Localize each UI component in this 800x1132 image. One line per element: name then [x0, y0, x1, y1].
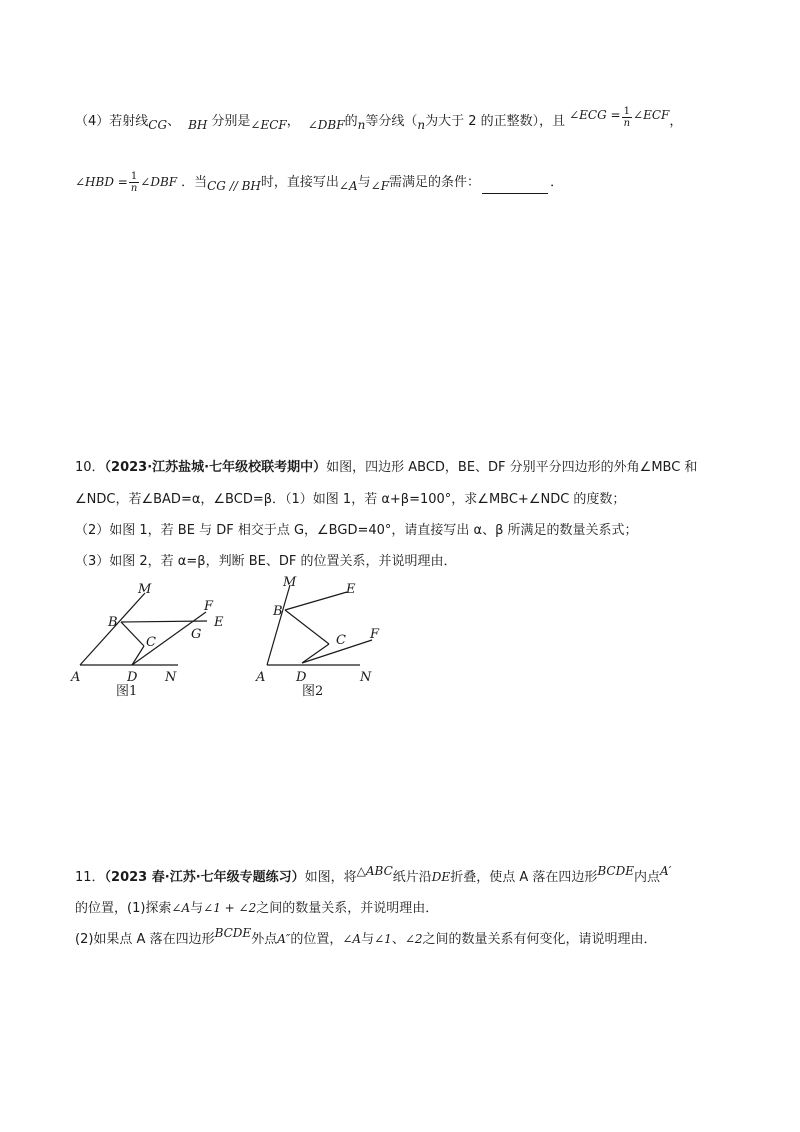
angle-f: ∠F: [370, 179, 390, 193]
q9-text: 的: [344, 114, 358, 129]
point-a-prime: A′: [659, 864, 672, 878]
triangle-abc: △ABC: [356, 864, 393, 878]
q10-line4: （3）如图 2，若 α=β，判断 BE、DF 的位置关系，并说明理由．: [75, 554, 457, 569]
q9-text: ．: [550, 175, 564, 190]
q11-text: (2)如果点 A 落在四边形: [75, 932, 215, 947]
angle-a: ∠A: [171, 901, 191, 915]
angle-2: ∠2: [404, 932, 423, 946]
fig2-label-e: E: [346, 582, 356, 597]
parallel-cg-bh: CG // BH: [207, 179, 261, 193]
q9-text: ，: [669, 114, 683, 129]
q11-text: 纸片沿: [392, 870, 432, 885]
q11-line3: [75, 928, 657, 947]
q9-text: 等分线（: [365, 114, 418, 129]
fraction-numerator: 1: [129, 171, 139, 183]
question-number: 11．: [75, 870, 105, 885]
answer-blank[interactable]: [482, 179, 548, 194]
q11-line2: [75, 897, 438, 916]
q9-text: 与: [357, 175, 371, 190]
var-n: n: [357, 118, 366, 132]
fraction-denominator: n: [623, 118, 631, 129]
fraction-numerator: 1: [622, 106, 632, 118]
fig2-label-c: C: [336, 633, 346, 648]
quadrilateral-bcde: BCDE: [214, 926, 252, 940]
q11-text: 折叠，使点 A 落在四边形: [450, 870, 598, 885]
fraction-1-over-n: [622, 106, 632, 129]
fig2-line-am: [267, 585, 290, 665]
q9-text: 需满足的条件：: [389, 175, 481, 190]
angle-dbf: ∠DBF: [307, 118, 345, 132]
angle-a: ∠A: [338, 179, 358, 193]
fig2-label-f: F: [370, 627, 380, 642]
fig1-caption: 图1: [116, 684, 138, 699]
fig1-label-c: C: [146, 635, 156, 650]
q11-text: 与: [190, 901, 204, 916]
fig2-label-m: M: [283, 575, 297, 590]
fig2-label-a: A: [256, 670, 266, 685]
q11-text: 的位置，: [290, 932, 343, 947]
fig1-label-e: E: [214, 615, 224, 630]
point-a-double-prime: A″: [277, 932, 291, 946]
q9-part4-line2: [75, 171, 563, 194]
angle-ecf: ∠ECF: [250, 118, 287, 132]
q10-line2: ∠NDC，若∠BAD=α，∠BCD=β．（1）如图 1，若 α+β=100°，求∠MBC+∠NDC 的度数；: [75, 492, 626, 507]
fig1-label-n: N: [165, 670, 177, 685]
segment-de: DE: [431, 870, 451, 884]
fig1-label-f: F: [204, 599, 214, 614]
q10-line1: [75, 456, 697, 475]
question-source: （2023·江苏盐城·七年级校联考期中）: [104, 460, 327, 475]
quadrilateral-bcde: BCDE: [597, 864, 634, 878]
angle-sum-1-2: ∠1 + ∠2: [203, 901, 257, 915]
question-source: （2023 春·江苏·七年级专题练习）: [104, 870, 305, 885]
fig1-label-m: M: [138, 582, 152, 597]
fig2-label-n: N: [360, 670, 372, 685]
fig1-line-cd: [132, 646, 144, 665]
angle-a: ∠A: [342, 932, 362, 946]
figure-2: [267, 585, 372, 665]
q9-text: 分别是: [211, 114, 251, 129]
q11-text: 、: [391, 932, 405, 947]
q11-text: 与: [361, 932, 375, 947]
figure-1-labels: [70, 582, 224, 699]
q10-line3: （2）如图 1，若 BE 与 DF 相交于点 G，∠BGD=40°，请直接写出 α、β 所满足的数量关系式；: [75, 523, 638, 538]
q9-text: 时，直接写出: [260, 175, 339, 190]
q9-part4-line1: [75, 106, 683, 133]
fig1-label-b: B: [108, 615, 118, 630]
q9-text: （4）若射线: [75, 114, 149, 129]
fig2-caption: 图2: [302, 684, 324, 699]
figure-1: [80, 593, 207, 665]
q11-text: 外点: [251, 932, 278, 947]
q11-text: 的位置，(1)探索: [75, 901, 172, 916]
fig2-line-cd: [302, 644, 329, 663]
angle-ecf: ∠ECF: [633, 108, 670, 122]
fraction-1-over-n: [129, 171, 139, 194]
angle-ecg: ∠ECG =: [569, 108, 621, 122]
angle-1: ∠1: [374, 932, 392, 946]
ray-cg: CG: [148, 118, 168, 132]
ray-bh: BH: [188, 118, 208, 132]
figure-2-labels: [255, 575, 380, 699]
fig2-line-bc: [285, 610, 329, 644]
q11-text: 内点: [633, 870, 660, 885]
q11-text: 之间的数量关系，并说明理由．: [256, 901, 439, 916]
q9-text: ．当: [181, 175, 208, 190]
fig1-label-a: A: [71, 670, 81, 685]
q10-text: 如图，四边形 ABCD，BE、DF 分别平分四边形的外角∠MBC 和: [326, 460, 698, 475]
fig2-line-be: [285, 592, 347, 610]
q9-text: ，: [286, 114, 300, 129]
fraction-denominator: n: [130, 183, 138, 194]
q11-line1: [75, 866, 671, 885]
question-number: 10．: [75, 460, 105, 475]
fig1-line-bc: [121, 622, 144, 646]
q11-text: 之间的数量关系有何变化，请说明理由．: [422, 932, 657, 947]
fig2-label-b: B: [273, 604, 283, 619]
fig1-label-d: D: [127, 670, 138, 685]
q11-text: 如图，将: [304, 870, 357, 885]
q9-text: 、: [167, 114, 181, 129]
var-n: n: [417, 118, 426, 132]
fig2-label-d: D: [296, 670, 307, 685]
q10-figures: [0, 572, 800, 702]
angle-dbf: ∠DBF: [140, 175, 178, 189]
q9-text: 为大于 2 的正整数），且: [425, 114, 566, 129]
fig1-label-g: G: [191, 627, 202, 642]
angle-hbd: ∠HBD =: [75, 175, 128, 189]
